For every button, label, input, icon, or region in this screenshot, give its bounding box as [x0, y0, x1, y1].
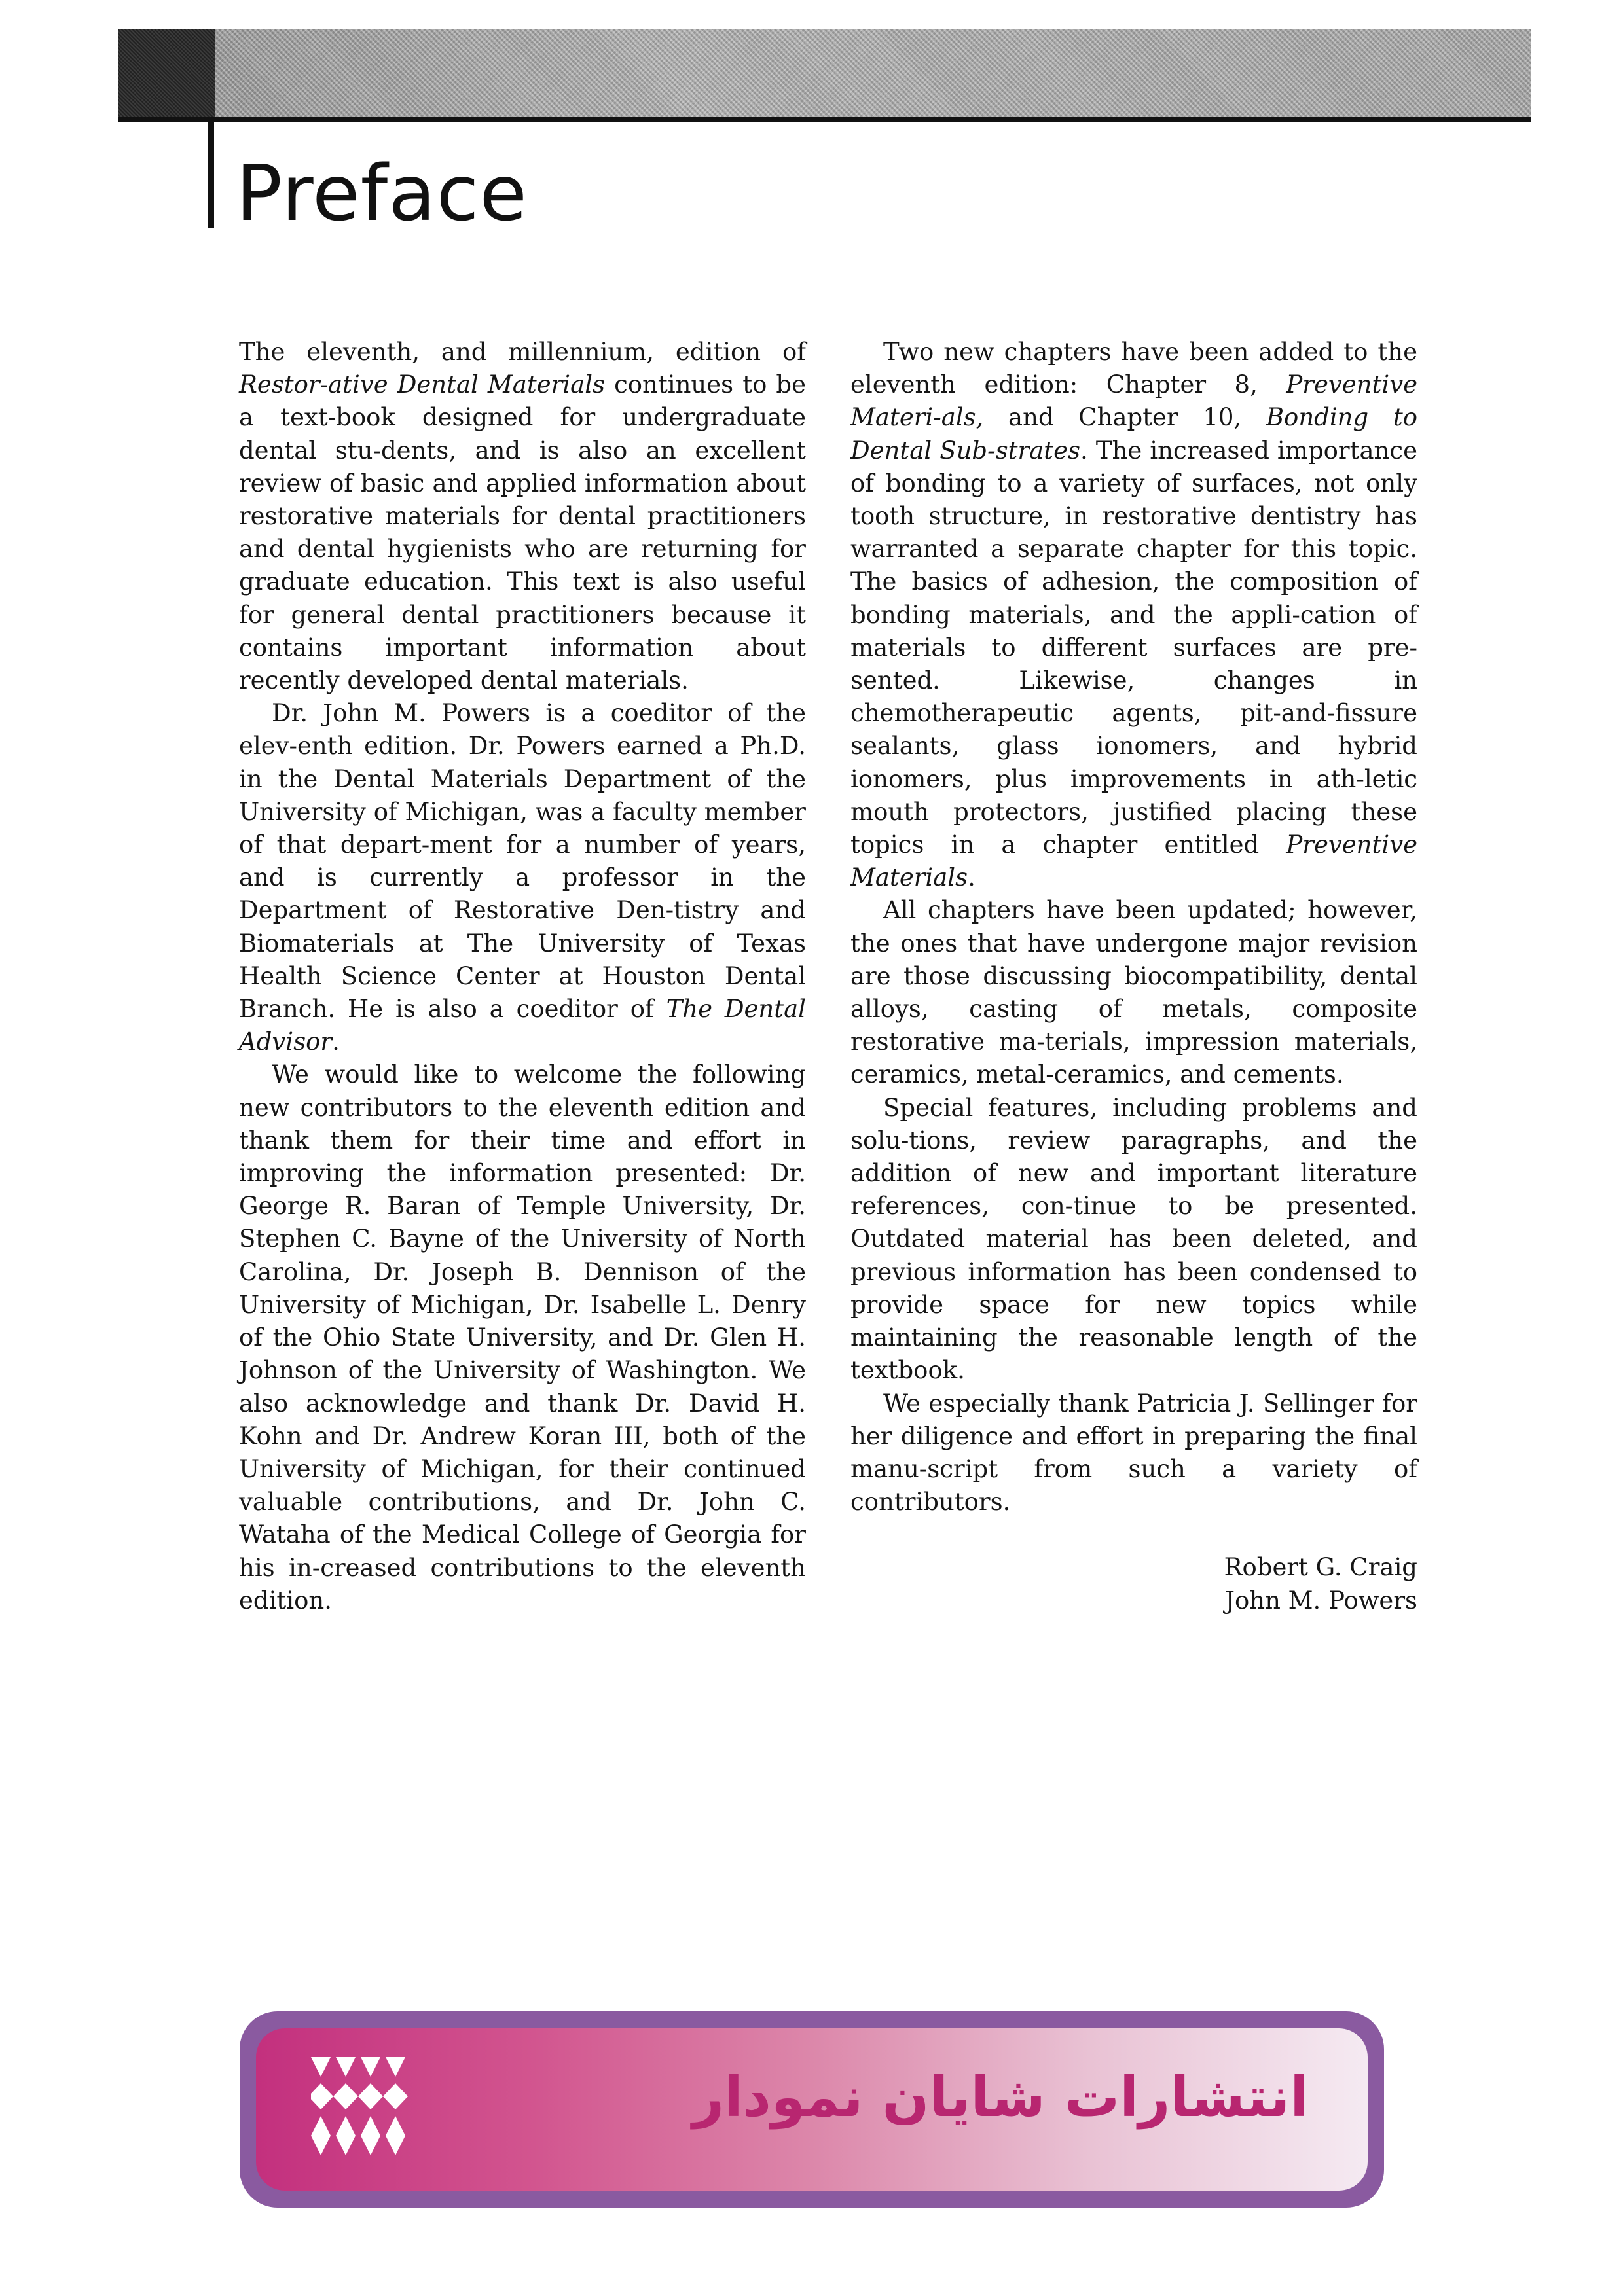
paragraph-text: All chapters have been updated; however, the ones that have undergone major revision are those discussing biocompatibility, dental alloys, casting of metals, composite restorative ma-terials, impression materials, ceramics, metal-ceramics, and cements.	[850, 896, 1417, 1089]
paragraph-text: .	[968, 863, 976, 892]
paragraph-text: .	[332, 1028, 340, 1056]
chapter-title: Preventive Materi-als,	[850, 370, 1417, 432]
paragraph-text: Dr. John M. Powers is a coeditor of the elev-enth edition. Dr. Powers earned a Ph.D. in the Dental Materials Department of the University of Michigan, was a faculty member of that depart-ment for a number of years, and is currently a professor in the Department of Restorative Den-tistry and Biomaterials at The University of Texas Health Science Center at Houston Dental Branch. He is also a coeditor of	[239, 699, 806, 1024]
header-dark-block	[118, 29, 215, 121]
chapter-title: Preventive Materials	[850, 831, 1417, 892]
chapter-title: Bonding to Dental Sub-strates	[850, 403, 1418, 465]
publisher-logo-icon	[311, 2057, 409, 2155]
paragraph	[850, 1092, 1417, 1388]
book-title: Restor-ative Dental Materials	[239, 370, 606, 399]
paragraph	[239, 1058, 806, 1617]
publisher-name: انتشارات شایان نمودار	[692, 2065, 1309, 2129]
page-title: Preface	[236, 148, 528, 238]
header-rule	[118, 117, 1531, 122]
publisher-banner-inner	[256, 2028, 1368, 2191]
paragraph-text: . The increased importance of bonding to a variety of surfaces, not only tooth structure, in restorative dentistry has warranted a separate chapter for this topic. The basics of adhesion, the composition of bonding materials, and the appli-cation of materials to different surfaces are pre-sented. Likewise, changes in chemotherapeutic agents, pit-and-fissure sealants, glass ionomers, and hybrid ionomers, plus improvements in ath-letic mouth protectors, justified placing these topics in a chapter entitled	[850, 436, 1417, 859]
paragraph	[850, 894, 1417, 1091]
author-name: Robert G. Craig	[1224, 1553, 1417, 1582]
paragraph-text: We would like to welcome the following new contributors to the eleventh edition and thank them for their time and effort in improving the information presented: Dr. George R. Baran of Temple University, Dr. Stephen C. Bayne of the University of North Carolina, Dr. Joseph B. Dennison of the University of Michigan, Dr. Isabelle L. Denry of the Ohio State University, and Dr. Glen H. Johnson of the University of Washington. We also acknowledge and thank Dr. David H. Kohn and Dr. Andrew Koran III, both of the University of Michigan, for their continued valuable contributions, and Dr. John C. Wataha of the Medical College of Georgia for his in-creased contributions to the eleventh edition.	[239, 1060, 806, 1615]
paragraph	[850, 1388, 1417, 1519]
paragraph	[239, 697, 806, 1058]
paragraph-text: Special features, including problems and solu-tions, review paragraphs, and the addition of new and important literature references, con-tinue to be presented. Outdated material has been deleted, and previous information has been condensed to provide space for new topics while maintaining the reasonable length of the textbook.	[850, 1093, 1417, 1385]
header-band	[118, 29, 1531, 121]
title-accent-bar	[208, 117, 214, 228]
paragraph-text: Two new chapters have been added to the eleventh edition: Chapter 8,	[850, 338, 1417, 399]
paragraph-text: The eleventh, and millennium, edition of	[239, 338, 806, 366]
right-column	[850, 336, 1417, 1617]
paragraph-text: continues to be a text-book designed for undergraduate dental stu-dents, and is also an excellent review of basic and applied information about restorative materials for dental practitioners and dental hygienists who are returning for graduate education. This text is also useful for general dental practitioners because it contains important information about recently developed dental materials.	[239, 370, 806, 695]
paragraph	[239, 336, 806, 697]
author-name: John M. Powers	[1225, 1586, 1417, 1615]
signature	[850, 1551, 1417, 1617]
publication-title: The Dental Advisor	[239, 995, 806, 1056]
left-column	[239, 336, 806, 1617]
paragraph-text: We especially thank Patricia J. Sellinger for her diligence and effort in preparing the final manu-script from such a variety of contributors.	[850, 1389, 1417, 1516]
paragraph-text: and Chapter 10,	[983, 403, 1266, 432]
paragraph	[850, 336, 1417, 894]
publisher-banner	[240, 2011, 1384, 2208]
